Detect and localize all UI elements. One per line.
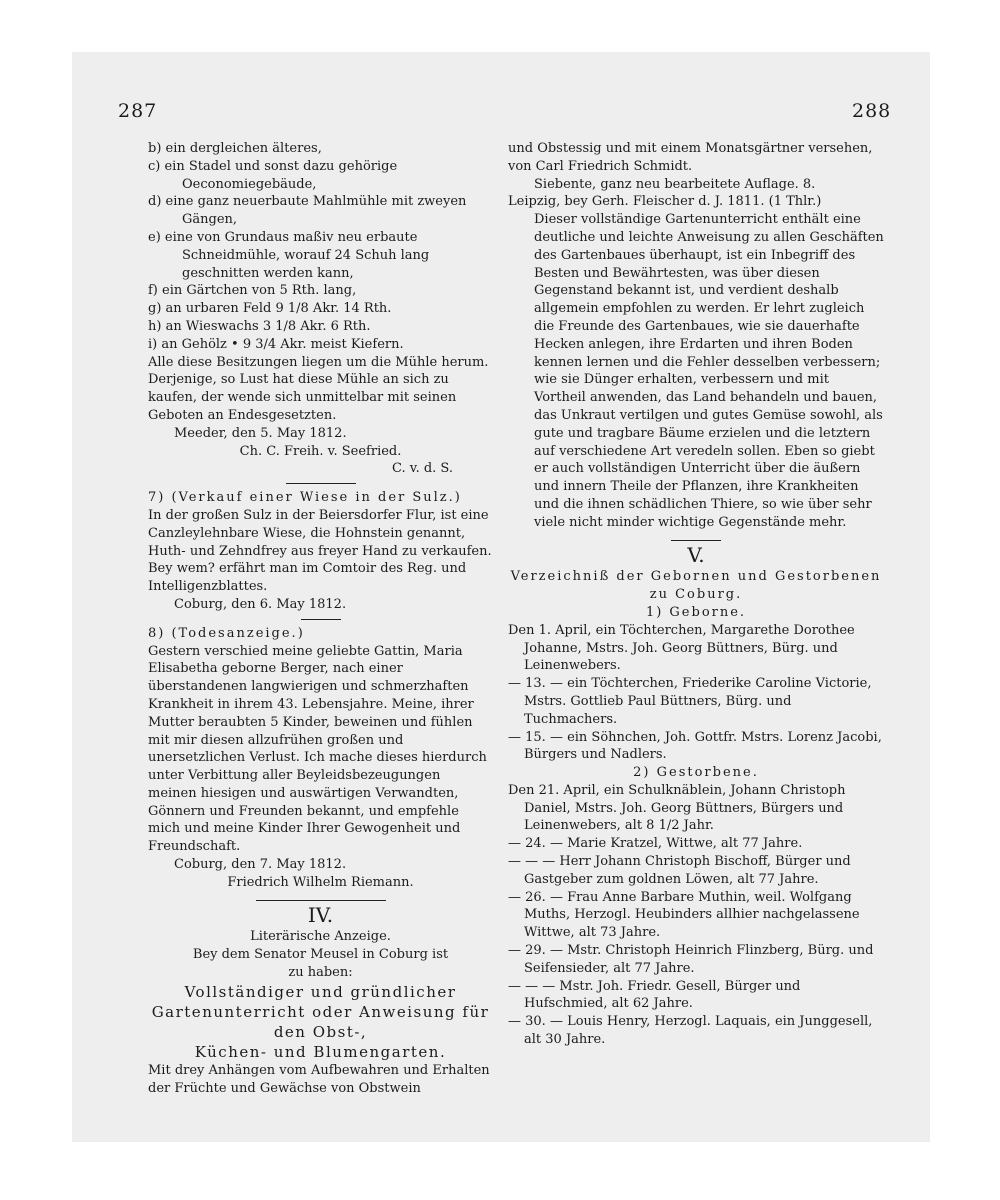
book-description: und Obstessig und mit einem Monatsgärtner versehen, von Carl Friedrich Schmidt. xyxy=(508,141,873,174)
list-item: b) ein dergleichen älteres, xyxy=(148,141,322,156)
register-entry: — 24. — Marie Kratzel, Wittwe, alt 77 Jahre. xyxy=(508,836,803,852)
book-review: Dieser vollständige Gartenunterricht enthält eine deutliche und leichte Anweisung zu allen Geschäften des Gartenbaues überhaupt, ist ein Inbegriff des Besten und Bewährtesten, was über diesen Gegenstand bekannt ist, und verdient deshalb allgemein empfohlen zu werden. Er lehrt zugleich die Freunde des Gartenbaues, wie sie dauerhafte Hecken anlegen, ihre Erdarten und ihren Boden kennen lernen und die Fehler desselben verbessern; wie sie Dünger erhalten, verbessern und mit Vortheil anwenden, das Land behandeln und bauen, das Unkraut vertilgen und gutes Gemüse sowohl, als gute und tragbare Bäume erzielen und die letztern auf verschiedene Art veredeln sollen. Eben so giebt er auch vollständigen Unterricht über die äußern und innern Theile der Pflanzen, ihre Krankheiten und die ihnen schädlichen Thiere, so wie über sehr viele nicht minder wichtige Gegenstände mehr. xyxy=(534,212,884,530)
list-item: g) an urbaren Feld 9 1/8 Akr. 14 Rth. xyxy=(148,301,392,317)
page-number-left: 287 xyxy=(118,100,158,122)
left-column xyxy=(148,140,493,1097)
book-description: Mit drey Anhängen vom Aufbewahren und Erhalten der Früchte und Gewächse von Obstwein xyxy=(148,1062,490,1096)
obituary-paragraph: Gestern verschied meine geliebte Gattin, Maria Elisabetha geborne Berger, nach einer überstandenen langwierigen und schmerzhaften Krankheit in ihrem 43. Lebensjahre. Meine, ihrer Mutter beraubten 5 Kinder, beweinen und fühlen mit mir diesen allzufrühen großen und unersetzlichen Verlust. Ich mache dieses hierdurch unter Verbittung aller Beyleidsbezeugungen meinen hiesigen und auswärtigen Verwandten, Gönnern und Freunden bekannt, und empfehle mich und meine Kinder Ihrer Gewogenheit und Freundschaft. xyxy=(148,643,487,855)
register-entry: Den 21. April, ein Schulknäblein, Johann Christoph Daniel, Mstrs. Joh. Georg Büttners, Bürgers und Leinenwebers, alt 8 1/2 Jahr. xyxy=(508,782,846,834)
section-title: Literärische Anzeige. xyxy=(250,929,391,945)
section-numeral: V. xyxy=(687,542,705,567)
separator xyxy=(301,619,341,620)
section-numeral: IV. xyxy=(307,902,334,927)
sale-signature-initials: C. v. d. S. xyxy=(392,461,453,477)
page-number-right: 288 xyxy=(852,100,892,122)
ad-paragraph: In der großen Sulz in der Beiersdorfer Flur, ist eine Canzleylehnbare Wiese, die Hohnstein genannt, Huth- und Zehndfrey aus freyer Hand zu verkaufen. Bey wem? erfährt man im Comtoir des Reg. und Intelligenzblattes. xyxy=(148,507,492,595)
register-entry: Den 1. April, ein Töchterchen, Margarethe Dorothee Johanne, Mstrs. Joh. Georg Büttners, Bürg. und Leinenwebers. xyxy=(508,622,855,674)
separator xyxy=(671,540,721,541)
subsection-heading: 2) Gestorbene. xyxy=(633,765,759,781)
ad-date: Coburg, den 6. May 1812. xyxy=(174,596,347,612)
register-entry: — 15. — ein Söhnchen, Joh. Gottfr. Mstrs. Lorenz Jacobi, Bürgers und Nadlers. xyxy=(508,729,882,763)
obituary-date: Coburg, den 7. May 1812. xyxy=(174,857,347,873)
book-publisher: Leipzig, bey Gerh. Fleischer d. J. 1811. (1 Thlr.) xyxy=(508,194,822,210)
section-intro: zu haben: xyxy=(288,965,353,981)
obituary-title: 8) (Todesanzeige.) xyxy=(148,625,305,641)
book-title: Küchen- und Blumengarten. xyxy=(194,1042,447,1061)
list-item: f) ein Gärtchen von 5 Rth. lang, xyxy=(148,283,357,299)
list-item: e) eine von Grundaus maßiv neu erbaute Schneidmühle, worauf 24 Schuh lang geschnitten werden kann, xyxy=(148,229,430,281)
register-entry: — 29. — Mstr. Christoph Heinrich Flinzberg, Bürg. und Seifensieder, alt 77 Jahre. xyxy=(508,943,874,976)
list-item: i) an Gehölz • 9 3/4 Akr. meist Kiefern. xyxy=(148,336,404,352)
sale-paragraph: Alle diese Besitzungen liegen um die Mühle herum. Derjenige, so Lust hat diese Mühle an sich zu kaufen, der wende sich unmittelbar mit seinen Geboten an Endesgesetzten. xyxy=(148,354,489,423)
section-intro: Bey dem Senator Meusel in Coburg ist xyxy=(192,947,449,963)
register-entry: — — — Mstr. Joh. Friedr. Gesell, Bürger und Hufschmied, alt 62 Jahre. xyxy=(508,978,801,1012)
sale-date: Meeder, den 5. May 1812. xyxy=(174,425,347,441)
section-title: Verzeichniß der Gebornen und Gestorbenen zu Coburg. xyxy=(510,569,882,603)
register-entry: — 26. — Frau Anne Barbare Muthin, weil. Wolfgang Muths, Herzogl. Heubinders allhier nachgelassene Wittwe, alt 73 Jahre. xyxy=(508,889,860,941)
right-column xyxy=(508,140,884,1049)
separator xyxy=(256,900,386,901)
book-edition: Siebente, ganz neu bearbeitete Auflage. 8. xyxy=(534,176,816,192)
register-entry: — 30. — Louis Henry, Herzogl. Laquais, ein Junggesell, alt 30 Jahre. xyxy=(508,1014,873,1048)
ad-title: 7) (Verkauf einer Wiese in der Sulz.) xyxy=(148,490,462,506)
book-title: Vollständiger und gründlicher Gartenunterricht oder Anweisung für den Obst-, xyxy=(151,982,490,1041)
register-entry: — 13. — ein Töchterchen, Friederike Caroline Victorie, Mstrs. Gottlieb Paul Büttners, Bürg. und Tuchmachers. xyxy=(508,676,872,727)
list-item: h) an Wieswachs 3 1/8 Akr. 6 Rth. xyxy=(148,318,371,334)
sale-signature: Ch. C. Freih. v. Seefried. xyxy=(239,443,402,459)
subsection-heading: 1) Geborne. xyxy=(645,604,747,620)
list-item: c) ein Stadel und sonst dazu gehörige Oeconomiegebäude, xyxy=(148,158,398,192)
register-entry: — — — Herr Johann Christoph Bischoff, Bürger und Gastgeber zum goldnen Löwen, alt 77 Jahre. xyxy=(508,854,851,887)
list-item: d) eine ganz neuerbaute Mahlmühle mit zweyen Gängen, xyxy=(148,194,467,228)
separator xyxy=(286,483,356,484)
obituary-signature: Friedrich Wilhelm Riemann. xyxy=(227,874,414,890)
